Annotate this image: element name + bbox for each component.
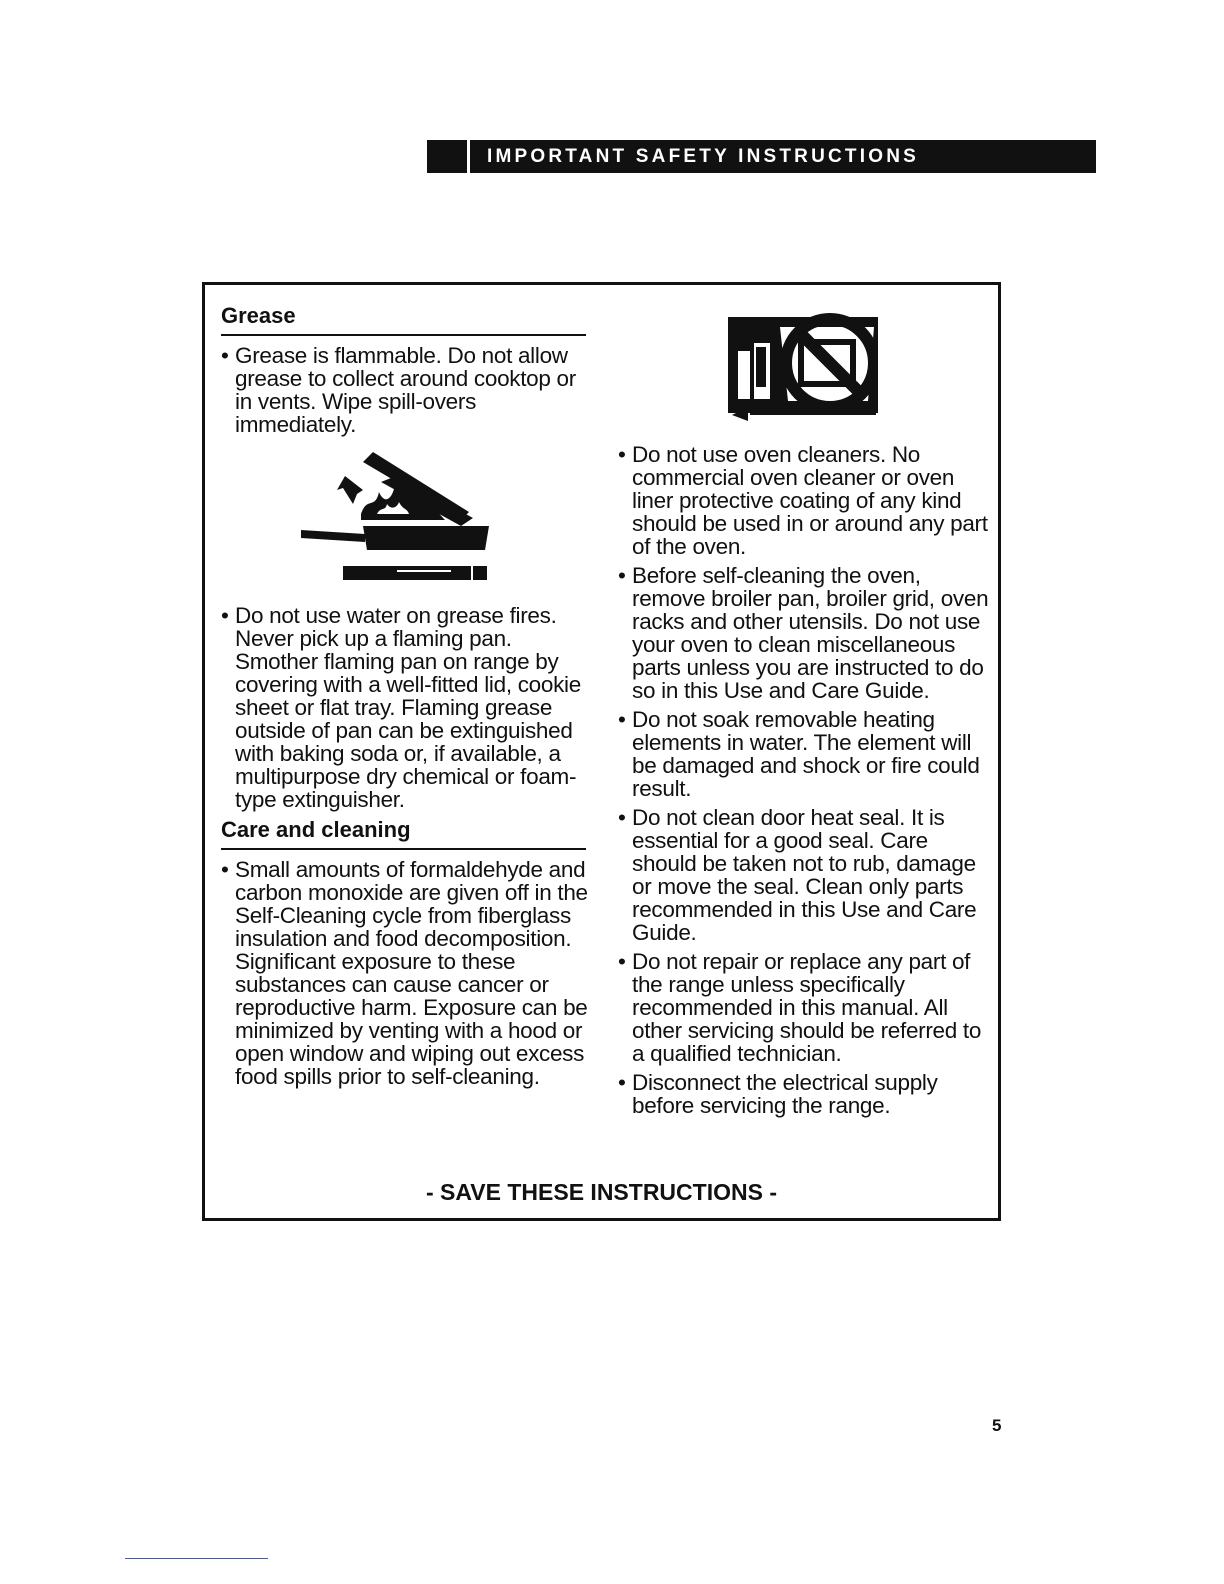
bottom-rule (125, 1558, 268, 1559)
safety-instructions-box (202, 282, 1001, 1221)
right-column (618, 303, 996, 1123)
no-spray-oven-cleaner-icon (728, 303, 878, 427)
care-cleaning-heading: Care and cleaning (221, 817, 586, 850)
right-bullet-5: • Do not repair or replace any part of the range unless specifically recommended in this manual. All other servicing should be referred to a qualified technician. (618, 949, 982, 1066)
right-bullet-3: • Do not soak removable heating elements in water. The element will be damaged and shock or fire could result. (618, 707, 980, 801)
right-bullet-2: • Before self-cleaning the oven, remove broiler pan, broiler grid, oven racks and other utensils. Do not use your oven to clean miscellaneous parts unless you are instructed to do so in this Use and Care Guide. (618, 563, 989, 703)
care-bullet-1: • Small amounts of formaldehyde and carbon monoxide are given off in the Self-Cleaning cycle from fiberglass insulation and food decomposition. Significant exposure to these substances can cause cancer or reproductive harm. Exposure can be minimized by venting with a hood or open window and wiping out excess food spills prior to self-cleaning. (221, 857, 588, 1089)
section-header-bar (427, 140, 1096, 173)
section-header-title: IMPORTANT SAFETY INSTRUCTIONS (487, 146, 919, 167)
grease-bullet-1: • Grease is flammable. Do not allow grease to collect around cooktop or in vents. Wipe spill-overs immediately. (221, 343, 576, 437)
flaming-pan-lid-icon (301, 448, 491, 588)
header-block-mark (427, 140, 470, 173)
page-number: 5 (992, 1416, 1002, 1435)
right-bullet-1: • Do not use oven cleaners. No commercial oven cleaner or oven liner protective coating of any kind should be used in or around any part of the oven. (618, 442, 988, 559)
right-bullet-6: • Disconnect the electrical supply before servicing the range. (618, 1070, 938, 1118)
grease-heading: Grease (221, 303, 586, 336)
left-column (221, 303, 591, 1094)
save-instructions-line: - SAVE THESE INSTRUCTIONS - (426, 1179, 777, 1205)
right-bullet-4: • Do not clean door heat seal. It is essential for a good seal. Care should be taken not to rub, damage or move the seal. Clean only parts recommended in this Use and Care Guide. (618, 805, 977, 945)
grease-bullet-2: • Do not use water on grease fires. Never pick up a flaming pan. Smother flaming pan on range by covering with a well-fitted lid, cookie sheet or flat tray. Flaming grease outside of pan can be extinguished with baking soda or, if available, a multipurpose dry chemical or foam-type extinguisher. (221, 603, 581, 812)
